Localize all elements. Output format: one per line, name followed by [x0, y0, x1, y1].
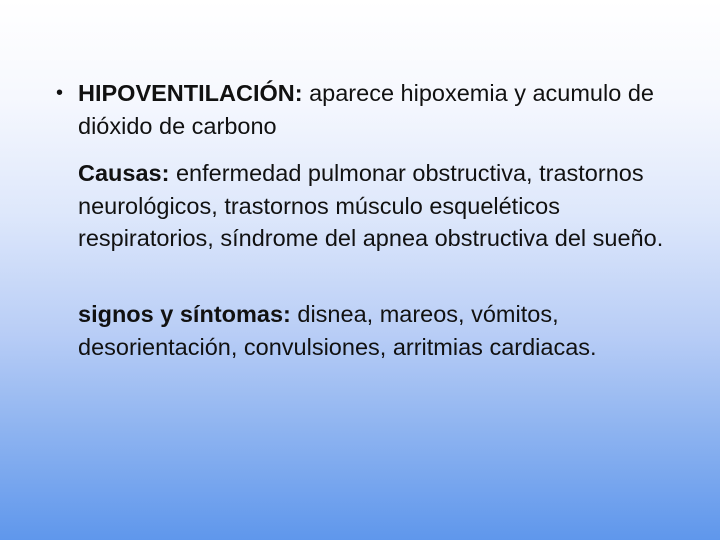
bullet-row: [56, 77, 696, 143]
signos-text: disnea, mareos, vómitos, desorientación, convulsiones, arritmias cardiacas.: [78, 301, 597, 360]
hipoventilacion-text: aparece hipoxemia y acumulo de dióxido de carbono: [78, 80, 654, 139]
signos-paragraph: [78, 298, 698, 363]
hipoventilacion-term: HIPOVENTILACIÓN:: [78, 80, 303, 106]
signos-term: signos y síntomas:: [78, 301, 291, 327]
causas-text: enfermedad pulmonar obstructiva, trastornos neurológicos, trastornos músculo esqueléticos respiratorios, síndrome del apnea obstructiva del sueño.: [78, 160, 664, 251]
bullet-dot-icon: •: [56, 82, 64, 104]
causas-term: Causas:: [78, 160, 170, 186]
causas-paragraph: [78, 157, 698, 255]
hipoventilacion-bullet: [56, 77, 696, 143]
